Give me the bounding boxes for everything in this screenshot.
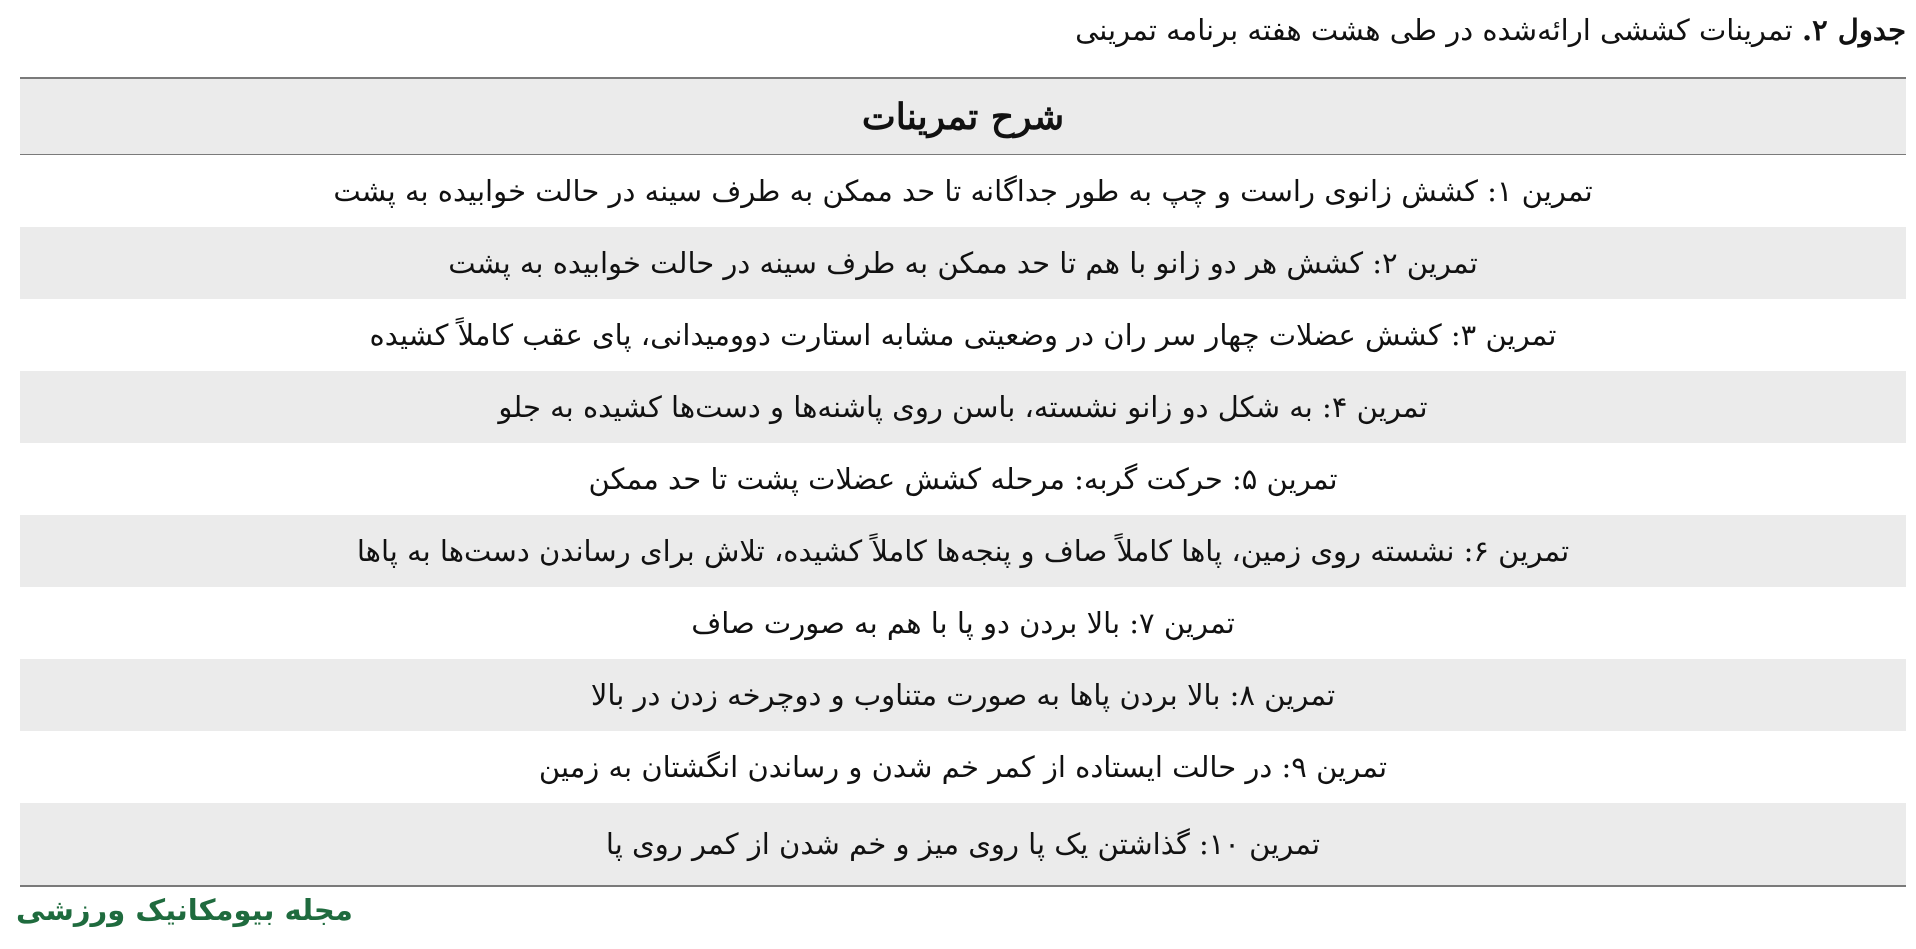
table-row: تمرین ۲: کشش هر دو زانو با هم تا حد ممکن به طرف سینه در حالت خوابیده به پشت <box>20 227 1906 299</box>
table-row: تمرین ۱: کشش زانوی راست و چپ به طور جداگانه تا حد ممکن به طرف سینه در حالت خوابیده به پشت <box>20 155 1906 228</box>
table-row: تمرین ۳: کشش عضلات چهار سر ران در وضعیتی مشابه استارت دوومیدانی، پای عقب کاملاً کشیده <box>20 299 1906 371</box>
table-header: شرح تمرینات <box>20 79 1906 155</box>
table-row: تمرین ۱۰: گذاشتن یک پا روی میز و خم شدن از کمر روی پا <box>20 803 1906 885</box>
caption-label: جدول ۲. <box>1801 13 1906 47</box>
caption-text: تمرینات کششی ارائه‌شده در طی هشت هفته برنامه تمرینی <box>1075 13 1802 47</box>
table-caption <box>10 8 1906 52</box>
table-row: تمرین ۷: بالا بردن دو پا با هم به صورت صاف <box>20 587 1906 659</box>
table-row: تمرین ۶: نشسته روی زمین، پاها کاملاً صاف و پنجه‌ها کاملاً کشیده، تلاش برای رساندن دست‌ها به پاها <box>20 515 1906 587</box>
table-row: تمرین ۸: بالا بردن پاها به صورت متناوب و دوچرخه زدن در بالا <box>20 659 1906 731</box>
table-row: تمرین ۴: به شکل دو زانو نشسته، باسن روی پاشنه‌ها و دست‌ها کشیده به جلو <box>20 371 1906 443</box>
table-row: تمرین ۵: حرکت گربه: مرحله کشش عضلات پشت تا حد ممکن <box>20 443 1906 515</box>
journal-logo: مجله بیومکانیک ورزشی <box>16 893 353 927</box>
exercise-table <box>20 77 1906 887</box>
table-row: تمرین ۹: در حالت ایستاده از کمر خم شدن و رساندن انگشتان به زمین <box>20 731 1906 803</box>
